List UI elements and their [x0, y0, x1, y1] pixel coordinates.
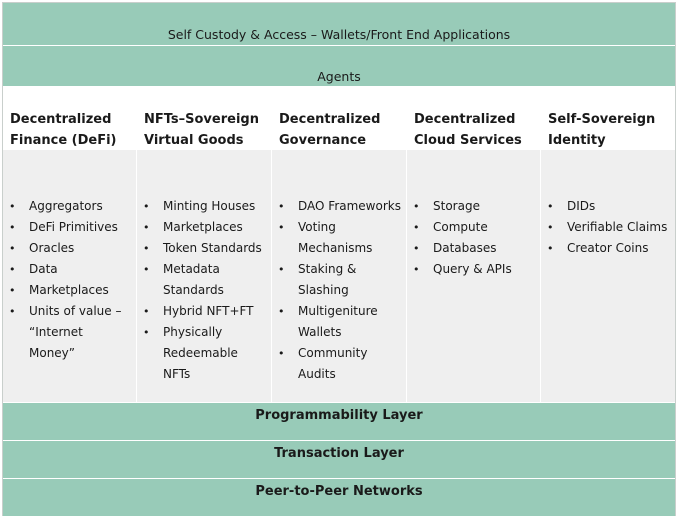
list-item: • Creator Coins [547, 238, 671, 259]
list-item: • Verifiable Claims [547, 217, 671, 238]
column-title-line1: Decentralized [279, 112, 381, 127]
column-title-line2: Identity [548, 133, 606, 148]
column-header [407, 87, 540, 149]
programmability-layer-label: Programmability Layer [255, 408, 423, 423]
list-item: • Multigeniture Wallets [278, 301, 402, 343]
list-item: • Marketplaces [143, 217, 267, 238]
list-item: • Hybrid NFT+FT [143, 301, 267, 322]
list-item: • Voting Mechanisms [278, 217, 402, 259]
column-title-line1: NFTs–Sovereign [144, 112, 259, 127]
item-list [547, 196, 671, 259]
list-item: • Staking & Slashing [278, 259, 402, 301]
column-header [541, 87, 675, 149]
column-title-line1: Self-Sovereign [548, 112, 656, 127]
column-header [3, 87, 136, 149]
item-list [143, 196, 267, 385]
column-title-line2: Virtual Goods [144, 133, 244, 148]
list-item: • Databases [413, 238, 536, 259]
transaction-layer-label: Transaction Layer [274, 446, 404, 461]
item-list [278, 196, 402, 385]
custody-layer [3, 3, 675, 45]
list-item: • Token Standards [143, 238, 267, 259]
column-body [541, 149, 675, 402]
agents-layer [3, 46, 675, 86]
custody-layer-label: Self Custody & Access – Wallets/Front End Applications [167, 27, 511, 42]
list-item: • Physically Redeemable NFTs [143, 322, 267, 385]
column-nfts [137, 87, 272, 402]
list-item: • Data [9, 259, 132, 280]
column-governance [272, 87, 407, 402]
column-title-line1: Decentralized [414, 112, 516, 127]
p2p-network-layer-label: Peer-to-Peer Networks [255, 484, 423, 499]
list-item: • Marketplaces [9, 280, 132, 301]
agents-layer-label: Agents [317, 69, 361, 84]
list-item: • Units of value – “Internet Money” [9, 301, 132, 364]
column-identity [541, 87, 675, 402]
column-title-line2: Cloud Services [414, 133, 522, 148]
column-header [137, 87, 271, 149]
column-cloud-services [407, 87, 541, 402]
list-item: • Query & APIs [413, 259, 536, 280]
column-body [272, 149, 406, 402]
application-columns [3, 87, 675, 402]
column-body [3, 149, 136, 402]
list-item: • DAO Frameworks [278, 196, 402, 217]
item-list [9, 196, 132, 364]
column-title-line2: Finance (DeFi) [10, 133, 117, 148]
list-item: • Aggregators [9, 196, 132, 217]
column-body [407, 149, 540, 402]
column-title-line2: Governance [279, 133, 367, 148]
column-title-line1: Decentralized [10, 112, 112, 127]
list-item: • Storage [413, 196, 536, 217]
programmability-layer [3, 403, 675, 440]
column-header [272, 87, 406, 149]
column-body [137, 149, 271, 402]
list-item: • DIDs [547, 196, 671, 217]
list-item: • Compute [413, 217, 536, 238]
p2p-network-layer [3, 479, 675, 516]
item-list [413, 196, 536, 280]
column-defi [3, 87, 137, 402]
list-item: • Metadata Standards [143, 259, 267, 301]
list-item: • Minting Houses [143, 196, 267, 217]
list-item: • DeFi Primitives [9, 217, 132, 238]
list-item: • Oracles [9, 238, 132, 259]
list-item: • Community Audits [278, 343, 402, 385]
transaction-layer [3, 441, 675, 478]
